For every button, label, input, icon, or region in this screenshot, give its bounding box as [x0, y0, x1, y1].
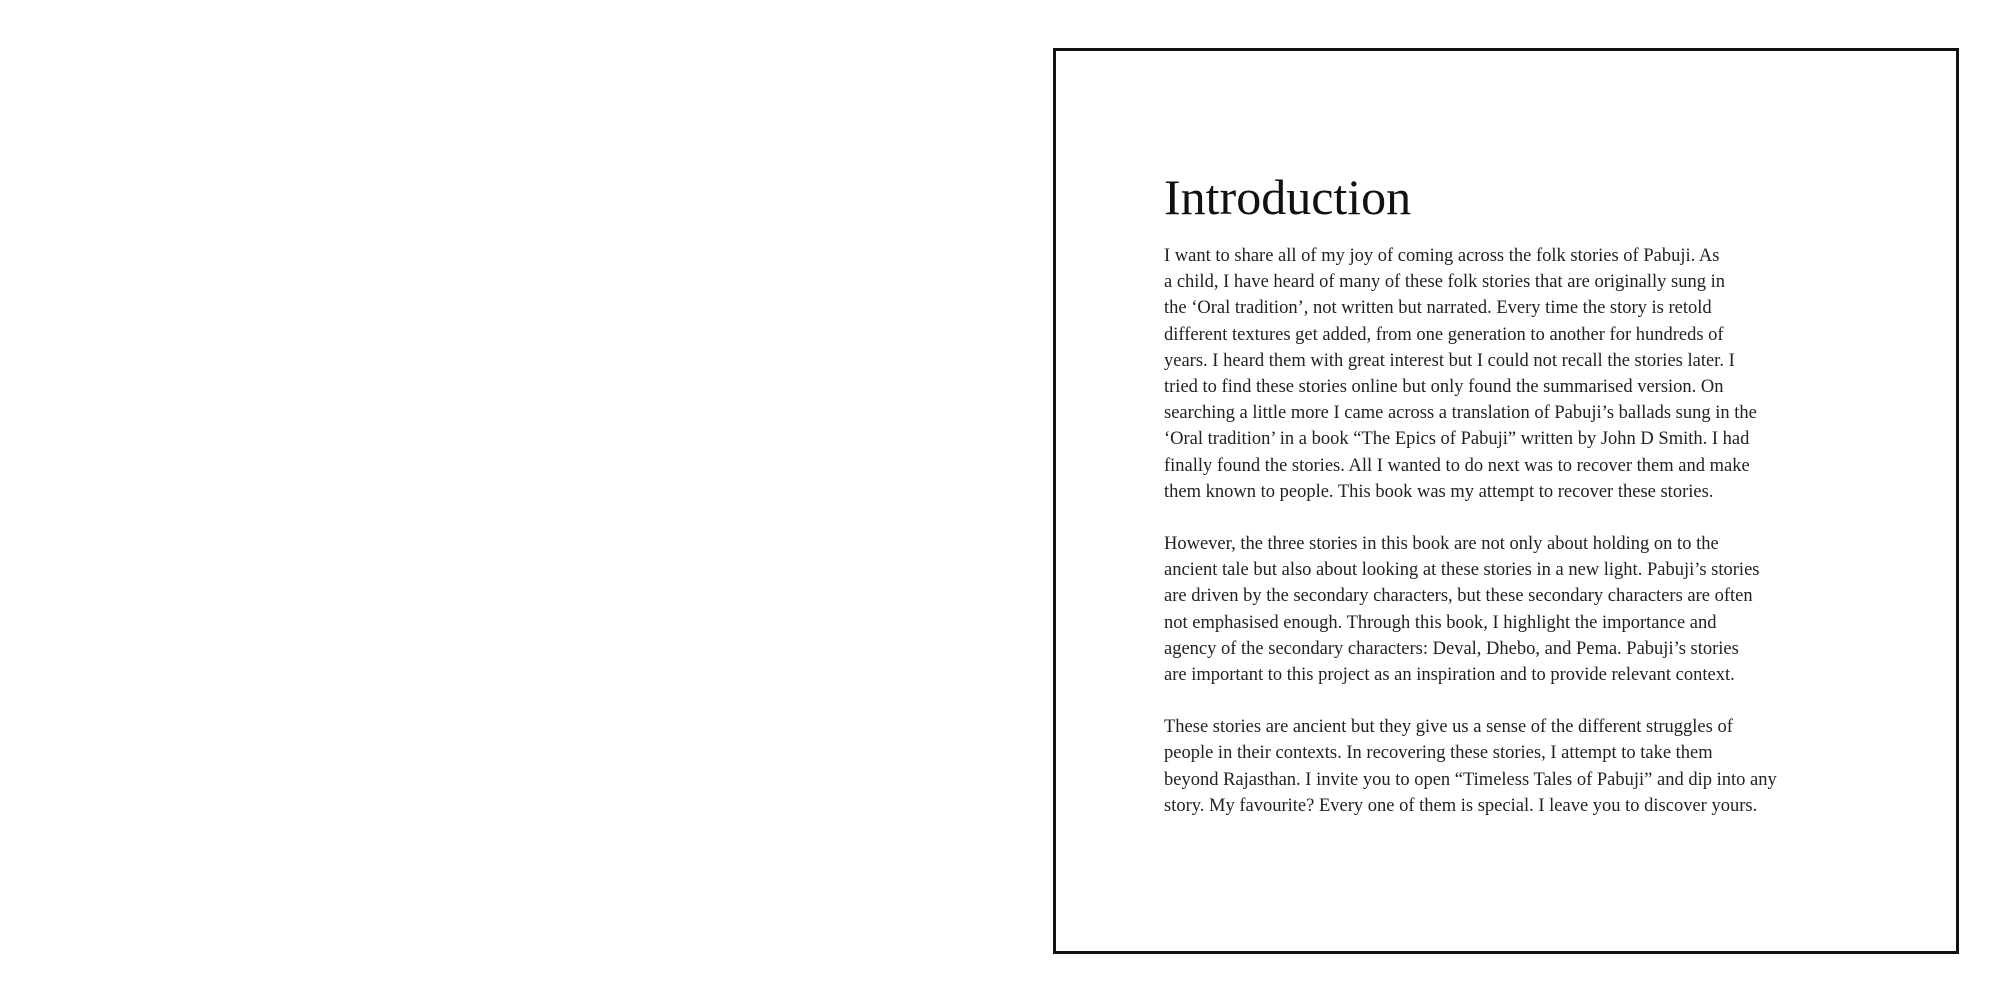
text-line: are important to this project as an inspiration and to provide relevant context.: [1164, 665, 1735, 686]
paragraph-2: [1164, 531, 1854, 688]
text-line: years. I heard them with great interest but I could not recall the stories later. I: [1164, 350, 1735, 371]
text-line: are driven by the secondary characters, but these secondary characters are often: [1164, 586, 1753, 607]
text-line: ancient tale but also about looking at these stories in a new light. Pabuji’s stories: [1164, 560, 1760, 581]
text-line: people in their contexts. In recovering these stories, I attempt to take them: [1164, 743, 1713, 764]
paragraph-1: [1164, 243, 1854, 505]
page-title: Introduction: [1164, 169, 1412, 225]
text-line: agency of the secondary characters: Deval, Dhebo, and Pema. Pabuji’s stories: [1164, 638, 1739, 659]
text-line: the ‘Oral tradition’, not written but narrated. Every time the story is retold: [1164, 298, 1712, 319]
text-line: These stories are ancient but they give us a sense of the different struggles of: [1164, 717, 1733, 738]
text-line: tried to find these stories online but only found the summarised version. On: [1164, 377, 1724, 398]
page-frame: [1053, 48, 1959, 954]
text-line: story. My favourite? Every one of them is special. I leave you to discover yours.: [1164, 795, 1758, 816]
text-line: them known to people. This book was my attempt to recover these stories.: [1164, 481, 1714, 502]
page-content: [1164, 169, 1854, 845]
text-line: a child, I have heard of many of these folk stories that are originally sung in: [1164, 272, 1725, 293]
text-line: searching a little more I came across a translation of Pabuji’s ballads sung in the: [1164, 403, 1757, 424]
paragraph-3: [1164, 714, 1854, 819]
text-line: ‘Oral tradition’ in a book “The Epics of Pabuji” written by John D Smith. I had: [1164, 429, 1750, 450]
text-line: However, the three stories in this book are not only about holding on to the: [1164, 534, 1719, 555]
text-line: different textures get added, from one generation to another for hundreds of: [1164, 324, 1724, 345]
text-line: not emphasised enough. Through this book, I highlight the importance and: [1164, 612, 1717, 633]
text-line: finally found the stories. All I wanted to do next was to recover them and make: [1164, 455, 1750, 476]
text-line: I want to share all of my joy of coming across the folk stories of Pabuji. As: [1164, 246, 1720, 266]
text-line: beyond Rajasthan. I invite you to open “Timeless Tales of Pabuji” and dip into any: [1164, 769, 1777, 790]
